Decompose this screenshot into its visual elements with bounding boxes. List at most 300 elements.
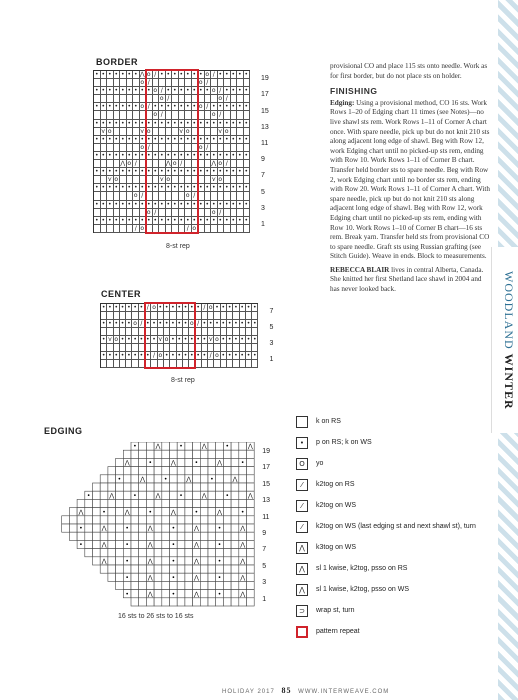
chart-cell: •	[179, 200, 184, 208]
chart-cell: /	[133, 225, 140, 233]
chart-cell	[177, 590, 185, 598]
chart-cell: •	[172, 103, 177, 111]
chart-cell: •	[166, 151, 171, 159]
chart-cell	[123, 565, 131, 573]
chart-cell	[239, 475, 247, 483]
chart-cell: •	[120, 103, 125, 111]
chart-cell: •	[153, 119, 158, 127]
chart-symbol: •	[171, 590, 176, 598]
chart-cell	[108, 467, 116, 475]
legend-label: k2tog on RS	[316, 481, 355, 488]
chart-cell	[239, 532, 247, 540]
chart-cell	[223, 549, 231, 557]
chart-cell	[116, 467, 124, 475]
chart-cell	[170, 467, 178, 475]
chart-cell: •	[224, 200, 229, 208]
chart-cell: •	[107, 168, 112, 176]
chart-cell: •	[101, 119, 106, 127]
chart-cell: •	[107, 103, 112, 111]
chart-cell	[239, 499, 247, 507]
chart-cell	[177, 475, 185, 483]
row-number: 3	[261, 204, 265, 212]
chart-cell	[170, 450, 178, 458]
chart-cell: •	[205, 119, 210, 127]
legend-item	[296, 521, 516, 533]
chart-symbol: ⋀	[147, 558, 153, 565]
chart-cell: •	[159, 216, 164, 224]
chart-cell: •	[231, 135, 236, 143]
chart-cell: •	[133, 135, 138, 143]
chart-cell	[247, 483, 255, 491]
chart-cell: •	[146, 216, 151, 224]
chart-cell	[185, 573, 193, 581]
chart-symbol: ⋀	[240, 574, 246, 582]
chart-cell: •	[198, 168, 203, 176]
chart-cell	[123, 475, 131, 483]
chart-cell: •	[172, 151, 177, 159]
chart-cell: •	[215, 320, 219, 327]
chart-cell: •	[172, 87, 177, 95]
chart-cell: ⋎	[107, 176, 112, 184]
chart-cell	[85, 516, 93, 524]
chart-cell	[170, 581, 178, 589]
chart-cell	[252, 344, 258, 352]
legend-symbol: ⁄	[296, 479, 308, 491]
chart-cell	[100, 549, 108, 557]
chart-cell	[177, 598, 185, 606]
chart-cell: •	[218, 119, 223, 127]
chart-symbol: ⋀	[240, 525, 246, 533]
chart-cell	[247, 598, 255, 606]
legend-item	[296, 605, 516, 617]
chart-cell: ⋀	[120, 160, 126, 168]
chart-cell: •	[227, 336, 232, 343]
chart-symbol: •	[133, 443, 137, 451]
chart-cell	[139, 540, 147, 548]
chart-cell: •	[192, 151, 197, 159]
chart-cell	[146, 598, 154, 606]
chart-cell	[223, 598, 231, 606]
chart-cell: •	[211, 103, 216, 111]
chart-cell: •	[127, 304, 131, 311]
chart-cell	[177, 565, 185, 573]
chart-cell	[177, 516, 185, 524]
chart-cell	[216, 565, 224, 573]
chart-cell	[200, 549, 208, 557]
chart-cell: •	[127, 151, 132, 159]
chart-cell: •	[185, 168, 190, 176]
legend-symbol	[296, 416, 308, 428]
chart-cell: •	[127, 103, 132, 111]
chart-cell: •	[120, 184, 125, 192]
chart-symbol: ⋀	[217, 459, 223, 467]
chart-cell: •	[159, 135, 164, 143]
chart-cell	[247, 450, 255, 458]
row-number: 1	[261, 220, 265, 228]
chart-cell: o	[127, 160, 132, 168]
chart-cell: •	[140, 200, 145, 208]
chart-cell	[116, 557, 124, 565]
legend-symbol: ⁄	[296, 521, 308, 533]
chart-cell	[185, 508, 193, 516]
chart-cell: o	[164, 336, 169, 343]
chart-cell: •	[101, 200, 106, 208]
legend-item	[296, 416, 516, 428]
chart-cell	[223, 540, 231, 548]
chart-cell: /	[192, 192, 199, 200]
chart-cell	[177, 532, 185, 540]
chart-cell: •	[196, 304, 200, 311]
chart-symbol: ⋀	[78, 508, 84, 516]
chart-cell: /	[224, 95, 231, 103]
chart-cell	[170, 499, 178, 507]
instructions-column	[330, 62, 490, 299]
chart-cell	[162, 532, 170, 540]
chart-cell	[131, 532, 139, 540]
chart-cell	[216, 499, 224, 507]
chart-cell: •	[133, 151, 138, 159]
chart-symbol: ⋀	[201, 443, 207, 451]
chart-cell: •	[114, 151, 119, 159]
chart-cell: •	[127, 352, 131, 359]
chart-cell	[185, 516, 193, 524]
chart-cell: /	[205, 144, 212, 152]
chart-cell	[244, 79, 251, 87]
chart-cell: •	[227, 352, 232, 359]
chart-cell: •	[198, 87, 203, 95]
chart-cell	[116, 516, 124, 524]
chart-cell: •	[192, 71, 197, 78]
chart-symbol: ⋀	[240, 541, 246, 549]
chart-cell	[116, 499, 124, 507]
chart-cell	[93, 532, 101, 540]
chart-cell	[185, 565, 193, 573]
chart-cell	[100, 532, 108, 540]
chart-cell	[154, 598, 162, 606]
chart-cell	[231, 573, 239, 581]
chart-cell: •	[101, 320, 106, 327]
chart-cell	[231, 524, 239, 532]
chart-cell: •	[240, 336, 244, 343]
chart-symbol: •	[125, 541, 129, 549]
chart-cell: •	[190, 304, 194, 311]
chart-cell: •	[244, 87, 249, 95]
chart-cell	[139, 581, 147, 589]
chart-cell: •	[183, 352, 188, 359]
chart-cell	[216, 475, 224, 483]
chart-cell	[185, 524, 193, 532]
chart-cell	[216, 532, 224, 540]
chart-symbol: ⋀	[247, 492, 253, 500]
footer-issue: HOLIDAY 2017	[222, 689, 275, 695]
chart-cell	[193, 467, 201, 475]
chart-cell	[139, 532, 147, 540]
section-tab-label: WOODLAND WINTER	[502, 270, 516, 410]
chart-cell	[208, 598, 216, 606]
chart-cell: •	[231, 71, 236, 78]
chart-cell	[154, 557, 162, 565]
chart-cell: •	[177, 352, 181, 359]
chart-cell: •	[185, 184, 190, 192]
chart-cell	[139, 598, 147, 606]
chart-cell	[131, 573, 139, 581]
chart-cell: •	[94, 87, 99, 95]
chart-cell: •	[179, 168, 184, 176]
chart-cell: •	[224, 71, 229, 78]
chart-cell: /	[140, 192, 147, 200]
chart-cell	[123, 516, 131, 524]
border-chart	[93, 70, 269, 233]
chart-cell: /	[218, 209, 225, 217]
chart-cell: •	[198, 184, 203, 192]
chart-cell	[77, 499, 85, 507]
chart-cell	[108, 483, 116, 491]
chart-cell	[208, 467, 216, 475]
chart-cell	[185, 532, 193, 540]
chart-cell: o	[215, 352, 219, 359]
chart-cell	[247, 581, 255, 589]
chart-cell	[177, 581, 185, 589]
chart-symbol: ⋀	[109, 492, 115, 500]
chart-cell: •	[218, 184, 223, 192]
chart-cell: •	[231, 119, 236, 127]
chart-symbol: •	[133, 492, 137, 500]
chart-cell	[200, 524, 208, 532]
chart-cell: •	[133, 103, 138, 111]
row-number: 11	[261, 139, 269, 147]
chart-cell: •	[211, 200, 216, 208]
chart-cell: o	[189, 320, 194, 327]
chart-cell: ⋀	[211, 160, 217, 168]
chart-cell: o	[211, 111, 216, 119]
chart-cell	[177, 508, 185, 516]
border-caption: 8-st rep	[166, 243, 190, 250]
chart-cell	[162, 442, 170, 450]
finishing-heading: FINISHING	[330, 86, 378, 97]
chart-symbol: ⋀	[147, 590, 153, 598]
chart-cell	[252, 312, 258, 320]
chart-cell: •	[101, 184, 106, 192]
edging-title: EDGING	[44, 426, 83, 436]
chart-cell	[244, 160, 251, 168]
chart-cell: •	[146, 168, 151, 176]
chart-cell	[139, 524, 147, 532]
designer-bio	[330, 266, 490, 295]
chart-cell: •	[205, 200, 210, 208]
chart-symbol: ⋀	[101, 525, 107, 533]
chart-cell: •	[120, 119, 125, 127]
chart-cell: o	[140, 103, 145, 111]
chart-symbol: •	[117, 476, 122, 483]
chart-cell	[200, 508, 208, 516]
chart-cell: •	[208, 320, 213, 327]
chart-cell: •	[179, 119, 184, 127]
chart-cell: •	[179, 87, 184, 95]
chart-symbol: ⋀	[247, 443, 253, 451]
legend-label: wrap st, turn	[316, 607, 355, 614]
chart-cell: •	[133, 200, 138, 208]
chart-cell	[193, 516, 201, 524]
chart-cell: •	[234, 304, 238, 311]
chart-cell: /	[202, 304, 208, 312]
chart-cell: •	[140, 87, 145, 95]
chart-cell: /	[218, 87, 225, 95]
chart-cell	[216, 598, 224, 606]
chart-cell: •	[101, 336, 106, 343]
center-caption: 8-st rep	[171, 377, 195, 384]
chart-cell	[108, 508, 116, 516]
chart-cell	[208, 442, 216, 450]
row-number: 7	[262, 546, 267, 554]
chart-cell: •	[237, 168, 242, 176]
chart-cell	[177, 549, 185, 557]
chart-cell: •	[107, 184, 112, 192]
chart-cell: o	[153, 87, 158, 95]
chart-cell	[193, 475, 201, 483]
chart-cell: •	[127, 135, 132, 143]
chart-cell	[131, 581, 139, 589]
chart-cell	[93, 508, 101, 516]
chart-cell: •	[158, 320, 163, 327]
row-number: 1	[262, 595, 267, 603]
chart-cell	[154, 540, 162, 548]
chart-cell: •	[153, 168, 158, 176]
row-number: 5	[269, 324, 274, 331]
legend-symbol: ⋀	[296, 542, 308, 554]
chart-cell	[162, 573, 170, 581]
intro-paragraph: provisional CO and place 115 sts onto needle. Work as for first border, but do not place sts on holder.	[330, 62, 488, 80]
chart-cell	[170, 483, 178, 491]
chart-cell: •	[246, 352, 251, 359]
chart-cell	[170, 516, 178, 524]
chart-cell	[139, 573, 147, 581]
chart-cell: /	[146, 144, 153, 152]
chart-cell: •	[244, 119, 249, 127]
chart-cell: •	[101, 304, 106, 311]
chart-symbol: ⋀	[193, 541, 199, 549]
chart-cell	[170, 442, 178, 450]
chart-cell: •	[202, 352, 207, 359]
chart-cell: •	[133, 87, 138, 95]
chart-cell: •	[146, 184, 151, 192]
chart-symbol: •	[225, 443, 230, 451]
chart-cell: •	[244, 184, 249, 192]
chart-cell: •	[140, 135, 145, 143]
chart-cell	[146, 581, 154, 589]
chart-cell	[116, 573, 124, 581]
chart-symbol: ⋀	[147, 574, 153, 582]
legend-symbol: ⊃	[296, 605, 308, 617]
chart-symbol: •	[179, 443, 183, 451]
chart-cell: o	[185, 192, 190, 200]
chart-symbol: •	[179, 492, 183, 500]
chart-cell	[116, 458, 124, 466]
finishing-lead: Edging:	[330, 98, 355, 107]
chart-cell: o	[140, 143, 145, 151]
chart-cell: •	[171, 352, 175, 359]
chart-cell: •	[166, 135, 171, 143]
chart-cell: •	[153, 184, 158, 192]
chart-cell: /	[146, 103, 153, 111]
chart-cell	[131, 450, 139, 458]
chart-cell	[62, 524, 70, 532]
chart-cell: •	[127, 168, 132, 176]
chart-cell	[162, 524, 170, 532]
chart-cell: •	[231, 200, 236, 208]
chart-cell: /	[153, 71, 160, 79]
chart-cell	[93, 499, 101, 507]
chart-symbol: •	[171, 541, 176, 549]
chart-cell: •	[114, 87, 119, 95]
chart-cell: •	[198, 200, 203, 208]
chart-cell	[154, 565, 162, 573]
chart-cell: •	[146, 151, 151, 159]
chart-cell: /	[133, 160, 140, 168]
chart-cell: •	[253, 304, 257, 311]
chart-cell: •	[146, 135, 151, 143]
chart-cell: •	[120, 71, 125, 78]
chart-cell	[223, 516, 231, 524]
chart-cell: •	[185, 216, 190, 224]
chart-cell: •	[205, 151, 210, 159]
chart-cell: ⋎	[159, 176, 164, 184]
chart-cell	[154, 483, 162, 491]
chart-cell	[244, 225, 251, 233]
chart-cell	[185, 540, 193, 548]
chart-cell	[223, 557, 231, 565]
chart-cell	[247, 516, 255, 524]
chart-symbol: ⋀	[201, 492, 207, 500]
chart-cell	[93, 483, 101, 491]
chart-symbol: ⋀	[193, 590, 199, 598]
chart-cell: •	[244, 200, 249, 208]
chart-cell: o	[205, 71, 210, 78]
chart-symbol: ⋀	[124, 459, 130, 467]
chart-cell	[139, 499, 147, 507]
chart-cell	[177, 524, 185, 532]
chart-cell: •	[108, 320, 112, 327]
chart-cell: •	[159, 151, 164, 159]
chart-cell	[100, 483, 108, 491]
chart-cell	[247, 557, 255, 565]
chart-cell: •	[114, 200, 119, 208]
legend-label: yo	[316, 460, 324, 467]
chart-cell: •	[185, 135, 190, 143]
chart-cell: •	[145, 352, 150, 359]
chart-cell: •	[237, 216, 242, 224]
chart-cell	[154, 524, 162, 532]
chart-cell: •	[177, 320, 181, 327]
legend-item	[296, 500, 516, 512]
chart-cell: •	[94, 135, 99, 143]
chart-cell	[139, 467, 147, 475]
chart-symbol: •	[125, 574, 129, 582]
chart-cell: ⋎	[107, 336, 113, 343]
chart-cell: o	[218, 160, 223, 168]
chart-symbol: ⋀	[193, 525, 199, 533]
chart-cell: /	[159, 87, 166, 95]
chart-cell	[162, 483, 170, 491]
chart-cell: •	[108, 352, 112, 359]
row-number: 9	[261, 156, 265, 164]
chart-cell: •	[159, 119, 164, 127]
chart-cell	[116, 540, 124, 548]
chart-cell	[139, 549, 147, 557]
chart-cell	[93, 491, 101, 499]
chart-cell	[162, 557, 170, 565]
chart-cell: •	[179, 103, 184, 111]
chart-cell	[154, 467, 162, 475]
